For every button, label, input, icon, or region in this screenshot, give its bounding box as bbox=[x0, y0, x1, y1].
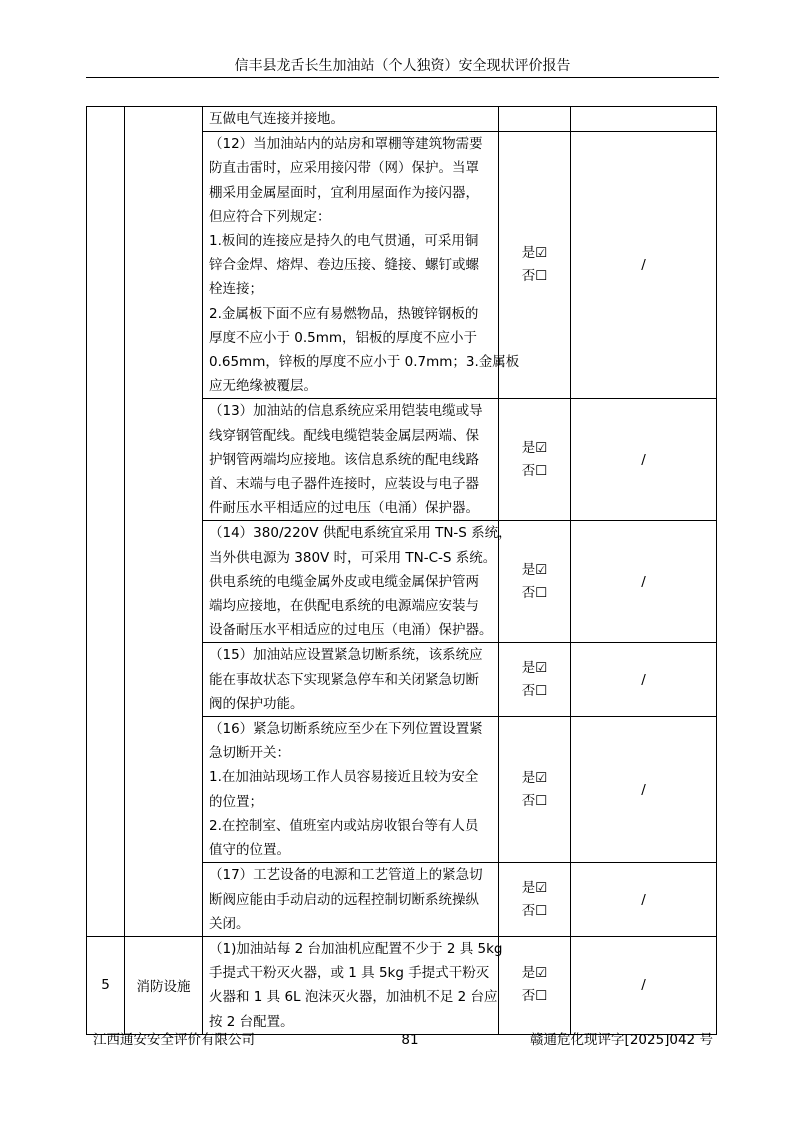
requirement-line: 但应符合下列规定： bbox=[209, 208, 331, 225]
requirement-line: 供电系统的电缆金属外皮或电缆金属保护管两 bbox=[209, 573, 479, 590]
section-number-cell: 5 bbox=[87, 936, 125, 1034]
remark-cell: / bbox=[571, 936, 717, 1034]
requirement-line: 的位置； bbox=[209, 793, 263, 810]
requirement-line: 首、末端与电子器件连接时，应装设与电子器 bbox=[209, 476, 479, 493]
requirement-cell bbox=[203, 863, 499, 937]
remark-cell: / bbox=[571, 643, 717, 717]
remark-cell: / bbox=[571, 521, 717, 643]
requirement-line: 端均应接地，在供配电系统的电源端应安装与 bbox=[209, 598, 479, 615]
footer-doc-number: 赣通危化现评字[2025]042 号 bbox=[530, 1032, 713, 1048]
remark-cell: / bbox=[571, 717, 717, 863]
requirement-line: 栓连接； bbox=[209, 281, 263, 298]
result-yes-checked: 是☑ bbox=[521, 439, 548, 456]
requirement-line: 火器和 1 具 6L 泡沫灭火器，加油机不足 2 台应 bbox=[209, 989, 498, 1006]
header-rule bbox=[86, 77, 719, 78]
result-yes-checked: 是☑ bbox=[521, 659, 548, 676]
requirement-cell bbox=[203, 717, 499, 863]
result-no-unchecked: 否☐ bbox=[521, 902, 548, 919]
result-cell bbox=[499, 863, 571, 937]
requirement-line: 阀的保护功能。 bbox=[209, 695, 304, 712]
requirement-line: 断阀应能由手动启动的远程控制切断系统操纵 bbox=[209, 891, 479, 908]
result-no-unchecked: 否☐ bbox=[521, 988, 548, 1005]
requirement-line: 2.在控制室、值班室内或站房收银台等有人员 bbox=[209, 817, 479, 834]
requirement-cell bbox=[203, 399, 499, 521]
remark-cell: / bbox=[571, 863, 717, 937]
requirement-line: （16）紧急切断系统应至少在下列位置设置紧 bbox=[209, 721, 483, 738]
table-row bbox=[87, 936, 717, 1034]
requirement-line: 急切断开关： bbox=[209, 745, 290, 762]
result-yes-checked: 是☑ bbox=[521, 879, 548, 896]
result-yes-checked: 是☑ bbox=[521, 561, 548, 578]
number-cell-prev-section bbox=[87, 107, 125, 937]
category-cell-prev-section bbox=[125, 107, 203, 937]
requirement-cell bbox=[203, 107, 499, 132]
table-row bbox=[87, 107, 717, 132]
requirement-cell bbox=[203, 521, 512, 643]
requirement-line: （13）加油站的信息系统应采用铠装电缆或导 bbox=[209, 403, 483, 420]
requirement-line: 防直击雷时，应采用接闪带（网）保护。当罩 bbox=[209, 160, 479, 177]
result-cell bbox=[499, 936, 571, 1034]
result-yes-checked: 是☑ bbox=[521, 769, 548, 786]
requirement-line: 设备耐压水平相适应的过电压（电涌）保护器。 bbox=[209, 622, 493, 639]
result-no-unchecked: 否☐ bbox=[521, 792, 548, 809]
result-yes-checked: 是☑ bbox=[521, 245, 548, 262]
requirement-line: 应无绝缘被覆层。 bbox=[209, 378, 317, 395]
requirement-line: 棚采用金属屋面时，宜利用屋面作为接闪器， bbox=[209, 184, 479, 201]
result-no-unchecked: 否☐ bbox=[521, 584, 548, 601]
requirement-line: （12）当加油站内的站房和罩棚等建筑物需要 bbox=[209, 136, 483, 153]
requirement-line: 手提式干粉灭火器，或 1 具 5kg 手提式干粉灭 bbox=[209, 965, 490, 982]
result-cell bbox=[499, 717, 571, 863]
requirement-line: 锌合金焊、熔焊、卷边压接、缝接、螺钉或螺 bbox=[209, 257, 479, 274]
requirement-line: 能在事故状态下实现紧急停车和关闭紧急切断 bbox=[209, 671, 479, 688]
requirement-line: （17）工艺设备的电源和工艺管道上的紧急切 bbox=[209, 867, 483, 884]
requirement-line: 当外供电源为 380V 时，可采用 TN-C-S 系统。 bbox=[209, 549, 497, 566]
requirement-line: 值守的位置。 bbox=[209, 842, 290, 859]
result-cell bbox=[499, 399, 571, 521]
result-no-unchecked: 否☐ bbox=[521, 682, 548, 699]
page-header-title: 信丰县龙舌长生加油站（个人独资）安全现状评价报告 bbox=[234, 58, 571, 74]
requirement-cell bbox=[203, 936, 503, 1034]
result-no-unchecked: 否☐ bbox=[521, 268, 548, 285]
section-category-cell: 消防设施 bbox=[125, 936, 203, 1034]
result-cell bbox=[499, 107, 571, 132]
requirement-line: 护钢管两端均应接地。该信息系统的配电线路 bbox=[209, 451, 479, 468]
requirement-line: 1.板间的连接应是持久的电气贯通，可采用铜 bbox=[209, 233, 479, 250]
result-yes-checked: 是☑ bbox=[521, 965, 548, 982]
requirement-line: 按 2 台配置。 bbox=[209, 1013, 294, 1030]
requirement-line: 关闭。 bbox=[209, 915, 250, 932]
evaluation-table bbox=[86, 106, 717, 1035]
requirement-line: （1)加油站每 2 台加油机应配置不少于 2 具 5kg bbox=[209, 941, 503, 957]
requirement-line: 厚度不应小于 0.5mm，铝板的厚度不应小于 bbox=[209, 329, 478, 346]
requirement-line: （14）380/220V 供配电系统宜采用 TN-S 系统， bbox=[209, 525, 512, 542]
remark-cell bbox=[571, 107, 717, 132]
requirement-line: 件耐压水平相适应的过电压（电涌）保护器。 bbox=[209, 500, 479, 517]
result-cell bbox=[499, 643, 571, 717]
requirement-line: 线穿钢管配线。配线电缆铠装金属层两端、保 bbox=[209, 427, 479, 444]
requirement-line: 互做电气连接并接地。 bbox=[209, 111, 344, 127]
remark-cell: / bbox=[571, 132, 717, 399]
footer-page-number: 81 bbox=[401, 1032, 419, 1048]
requirement-line: 0.65mm，锌板的厚度不应小于 0.7mm；3.金属板 bbox=[209, 354, 520, 371]
requirement-cell bbox=[203, 132, 520, 399]
remark-cell: / bbox=[571, 399, 717, 521]
requirement-cell bbox=[203, 643, 499, 717]
footer-company: 江西通安安全评价有限公司 bbox=[93, 1032, 255, 1048]
result-no-unchecked: 否☐ bbox=[521, 462, 548, 479]
requirement-line: （15）加油站应设置紧急切断系统，该系统应 bbox=[209, 647, 483, 664]
requirement-line: 1.在加油站现场工作人员容易接近且较为安全 bbox=[209, 769, 479, 786]
requirement-line: 2.金属板下面不应有易燃物品，热镀锌钢板的 bbox=[209, 305, 479, 322]
